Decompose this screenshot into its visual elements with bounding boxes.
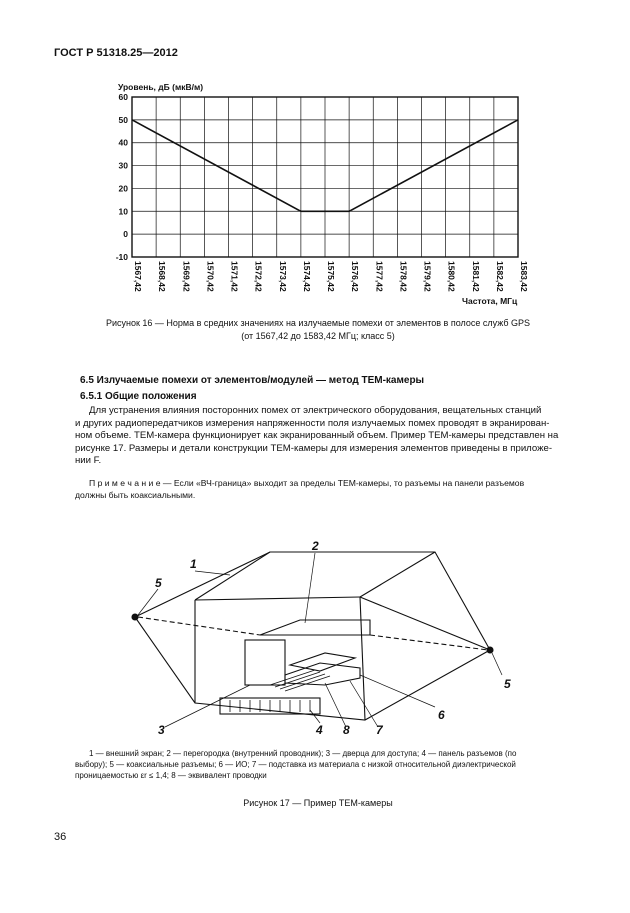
subsection-title: 6.5.1 Общие положения	[80, 391, 197, 402]
legend-line-2: выбору); 5 — коаксиальные разъемы; 6 — ИО; 7 — подставка из материала с низкой относительной диэлектрической	[75, 760, 516, 769]
x-tick-label: 1573,42	[277, 261, 288, 292]
x-tick-label: 1571,42	[229, 261, 240, 292]
x-tick-label: 1581,42	[470, 261, 481, 292]
outer-screen	[135, 552, 490, 720]
x-tick-label: 1578,42	[398, 261, 409, 292]
x-tick-labels	[133, 261, 529, 292]
callout-5-right: 5	[504, 677, 511, 691]
y-tick-label: 40	[118, 137, 128, 148]
emission-limit-chart	[110, 82, 530, 307]
callout-1: 1	[190, 557, 197, 571]
callout-7: 7	[376, 723, 383, 737]
x-axis-label: Частота, МГц	[462, 296, 518, 306]
x-tick-label: 1583,42	[519, 261, 529, 292]
y-tick-label: 0	[123, 229, 128, 240]
note-line-2: должны быть коаксиальными.	[75, 490, 196, 500]
figure-17-legend	[75, 748, 561, 781]
wiring-harness	[270, 670, 330, 691]
x-tick-label: 1570,42	[205, 261, 216, 292]
callout-8: 8	[343, 723, 350, 737]
access-door	[245, 640, 285, 685]
paragraph-line-3: ном объеме. ТЕМ-камера функционирует как экранированный объем. Пример ТЕМ-камеры представлен на	[75, 430, 559, 442]
x-tick-label: 1576,42	[350, 261, 361, 292]
x-tick-label: 1580,42	[446, 261, 457, 292]
section-title: 6.5 Излучаемые помехи от элементов/модулей — метод ТЕМ-камеры	[80, 375, 425, 386]
x-tick-label: 1574,42	[301, 261, 312, 292]
septum	[260, 620, 370, 635]
y-tick-label: 20	[118, 183, 128, 194]
y-axis-label: Уровень, дБ (мкВ/м)	[118, 82, 204, 92]
tem-cell-diagram	[120, 535, 530, 740]
x-tick-label: 1567,42	[133, 261, 143, 292]
y-tick-label: -10	[115, 252, 128, 262]
coax-connector-left	[132, 614, 138, 620]
legend-line-3: проницаемостью εr ≤ 1,4; 8 — эквивалент проводки	[75, 771, 267, 780]
coax-connector-right	[487, 647, 493, 653]
note-line-1: П р и м е ч а н и е — Если «ВЧ-граница» выходит за пределы ТЕМ-камеры, то разъемы на панели разъемов	[89, 478, 525, 488]
x-tick-label: 1579,42	[422, 261, 433, 292]
callout-5-left: 5	[155, 576, 162, 590]
figure-16-caption	[60, 317, 576, 343]
y-tick-label: 10	[118, 206, 128, 217]
x-tick-label: 1568,42	[157, 261, 168, 292]
paragraph-line-1: Для устранения влияния посторонних помех от электрического оборудования, вещательных станций	[89, 405, 542, 416]
x-tick-label: 1572,42	[253, 261, 264, 292]
eut	[290, 653, 355, 671]
x-tick-label: 1582,42	[494, 261, 505, 292]
callout-2: 2	[312, 539, 319, 553]
body-paragraph	[75, 405, 561, 468]
callout-6: 6	[438, 708, 445, 722]
page-header: ГОСТ Р 51318.25—2012	[54, 47, 178, 59]
figure-17-callouts	[155, 539, 511, 737]
x-tick-label: 1575,42	[326, 261, 336, 292]
y-tick-labels	[116, 92, 129, 262]
y-tick-label: 60	[118, 92, 128, 102]
callout-3: 3	[158, 723, 165, 737]
x-tick-label: 1577,42	[374, 261, 385, 292]
paragraph-line-5: нии F.	[75, 455, 102, 467]
legend-line-1: 1 — внешний экран; 2 — перегородка (внутренний проводник); 3 — дверца для доступа; 4 — панель разъемов (по	[89, 749, 517, 758]
connector-slots	[230, 700, 310, 712]
y-tick-label: 50	[118, 114, 128, 125]
figure-16-caption-line-1: Рисунок 16 — Норма в средних значениях на излучаемые помехи от элементов в полосе служб GPS	[105, 318, 531, 328]
callout-4: 4	[316, 723, 323, 737]
figure-17-caption: Рисунок 17 — Пример ТЕМ-камеры	[243, 798, 393, 808]
page-number: 36	[54, 831, 67, 843]
x-tick-label: 1569,42	[181, 261, 192, 292]
y-tick-label: 30	[118, 160, 128, 171]
figure-16-caption-line-2: (от 1567,42 до 1583,42 МГц; класс 5)	[241, 331, 395, 341]
paragraph-line-2: и других радиопередатчиков измерения напряженности поля излучаемых помех проводят в экранирован-	[75, 417, 550, 429]
paragraph-line-4: рисунке 17. Размеры и детали конструкции ТЕМ-камеры для измерения элементов приведены в приложе-	[75, 442, 553, 454]
note	[75, 477, 561, 501]
chart-grid	[132, 97, 518, 257]
